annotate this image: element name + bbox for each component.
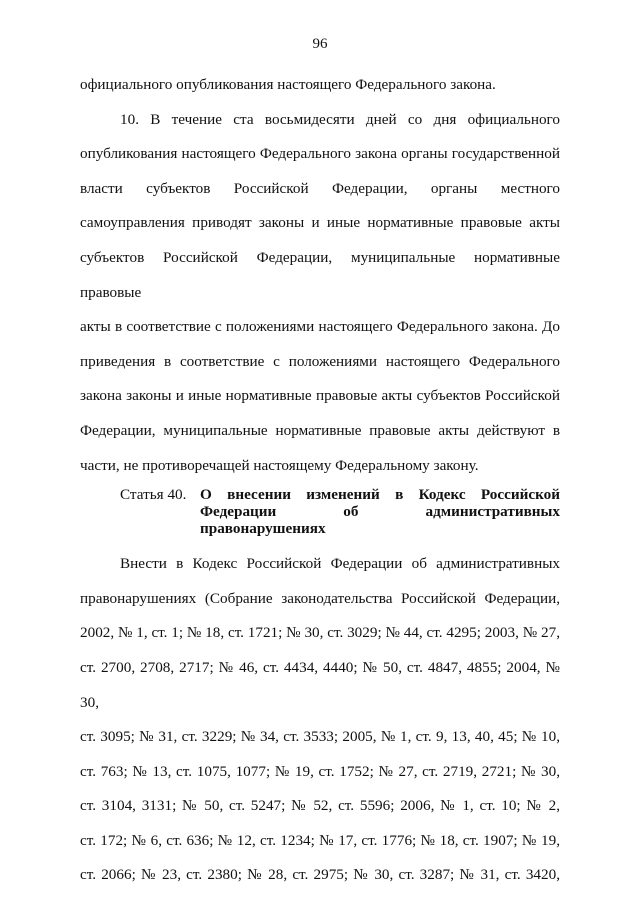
text-line: самоуправления приводят законы и иные нормативные правовые акты: [80, 214, 560, 232]
text-line: ст. 3095; № 31, ст. 3229; № 34, ст. 3533; 2005, № 1, ст. 9, 13, 40, 45; № 10,: [80, 728, 560, 746]
document-body: [80, 68, 560, 893]
text-line: закона законы и иные нормативные правовые акты субъектов Российской: [80, 387, 560, 405]
text-line: 10. В течение ста восьмидесяти дней со дня официального: [120, 110, 560, 128]
text-line: приведения в соответствие с положениями настоящего Федерального: [80, 352, 560, 370]
page-number: 96: [312, 36, 328, 52]
article-label: Статья 40.: [120, 486, 187, 504]
text-line: ст. 2066; № 23, ст. 2380; № 28, ст. 2975; № 30, ст. 3287; № 31, ст. 3420,: [80, 866, 560, 884]
text-line: правонарушениях (Собрание законодательства Российской Федерации,: [80, 589, 560, 607]
text-line: ст. 763; № 13, ст. 1075, 1077; № 19, ст. 1752; № 27, ст. 2719, 2721; № 30,: [80, 762, 560, 780]
article-title-line: О внесении изменений в Кодекс Российской: [200, 486, 560, 504]
text-line: официального опубликования настоящего Федерального закона.: [80, 76, 496, 93]
text-line: акты в соответствие с положениями настоящего Федерального закона. До: [80, 318, 560, 336]
text-line: субъектов Российской Федерации, муниципальные нормативные правовые: [80, 248, 560, 301]
article-title: [200, 486, 560, 537]
text-line: Внести в Кодекс Российской Федерации об административных: [120, 555, 560, 573]
text-line: 2002, № 1, ст. 1; № 18, ст. 1721; № 30, ст. 3029; № 44, ст. 4295; 2003, № 27,: [80, 624, 560, 642]
article-heading: [80, 486, 560, 537]
text-line: опубликования настоящего Федерального закона органы государственной: [80, 145, 560, 163]
text-line: Федерации, муниципальные нормативные правовые акты действуют в: [80, 421, 560, 439]
text-line: ст. 3104, 3131; № 50, ст. 5247; № 52, ст. 5596; 2006, № 1, ст. 10; № 2,: [80, 797, 560, 815]
text-line: ст. 172; № 6, ст. 636; № 12, ст. 1234; № 17, ст. 1776; № 18, ст. 1907; № 19,: [80, 831, 560, 849]
text-line: власти субъектов Российской Федерации, органы местного: [80, 179, 560, 197]
text-line: ст. 2700, 2708, 2717; № 46, ст. 4434, 4440; № 50, ст. 4847, 4855; 2004, № 30,: [80, 658, 560, 711]
text-line: части, не противоречащей настоящему Федеральному закону.: [80, 456, 479, 474]
article-title-line: Федерации об административных правонарушениях: [200, 503, 560, 538]
